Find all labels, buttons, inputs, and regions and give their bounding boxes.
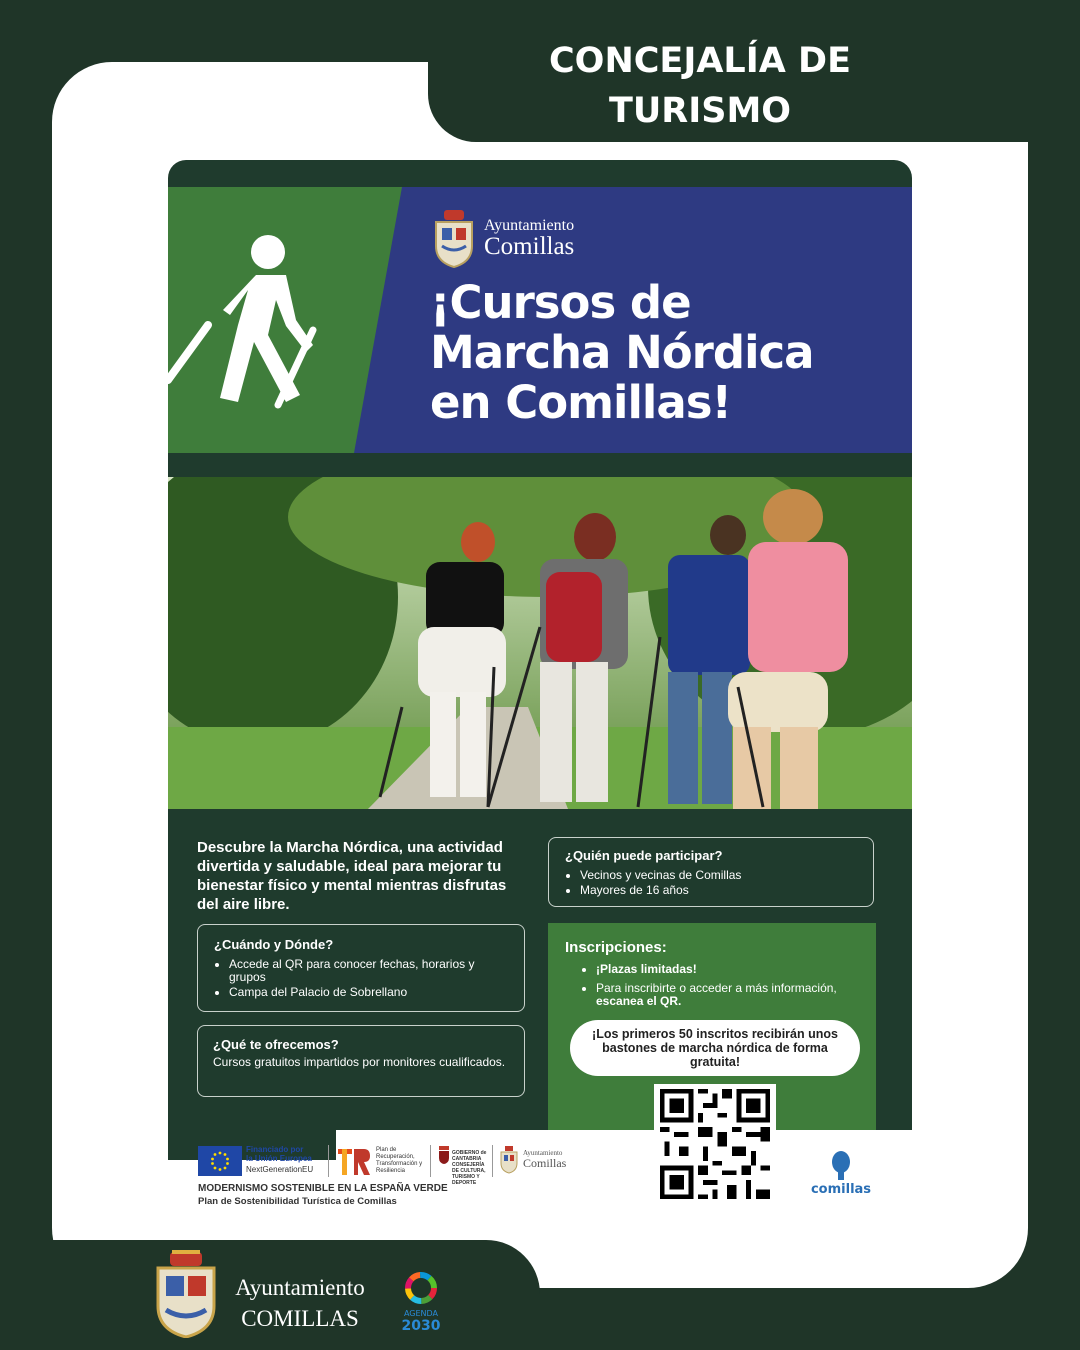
footer-plan-title: MODERNISMO SOSTENIBLE EN LA ESPAÑA VERDE [198,1183,448,1194]
footer-divider [492,1145,493,1177]
agenda-year: 2030 [401,1318,441,1334]
eu-funding-text [246,1145,326,1174]
department-title-line1: CONCEJALÍA DE [549,41,851,81]
eu-line2: la Unión Europea [246,1154,312,1163]
cantabria-government-text [452,1150,492,1186]
who-item: • Mayores de 16 años [580,884,873,897]
agenda-label: AGENDA [403,1309,439,1318]
agenda-2030-logo [396,1270,446,1334]
offer-text: Cursos gratuitos impartidos por monitores cualificados. [213,1055,506,1069]
comillas-crest-small-icon [499,1146,519,1174]
who-box [548,837,874,907]
recovery-plan-logo-icon [336,1145,372,1177]
cantabria-government-sub: CONSEJERÍA DE CULTURA, TURISMO Y DEPORTE [452,1162,486,1186]
footer-ayto-a: Ayuntamiento [523,1149,563,1157]
nordic-walker-icon [168,230,328,420]
comillas-crest-large-icon [152,1250,220,1338]
ayuntamiento-line2: COMILLAS [241,1306,359,1331]
plazas-limitadas: ¡Plazas limitadas! [596,962,697,976]
poster-org-line2: Comillas [484,233,575,260]
poster-org-line1: Ayuntamiento [484,217,575,234]
footer-plan-subtitle: Plan de Sostenibilidad Turística de Comillas [198,1196,397,1207]
poster-title [430,278,900,428]
who-item: • Vecinos y vecinas de Comillas [580,869,873,882]
when-where-box [197,924,525,1012]
comillas-crest-icon [432,210,476,268]
registration-qr-code[interactable] [654,1084,776,1204]
footer-ayto-b: Comillas [523,1156,567,1170]
inscripciones-item [596,963,876,976]
poster-title-line3: en Comillas! [430,376,732,429]
footer-divider [328,1145,329,1177]
comillas-brand-text: comillas [810,1182,872,1197]
when-where-item: • Accede al QR para conocer fechas, horarios y grupos [229,958,510,984]
who-list [565,869,873,897]
when-where-title: ¿Cuándo y Dónde? [214,937,334,952]
inscripciones-list [581,963,876,1014]
recovery-plan-text: Plan de Recuperación, Transformación y Resiliencia [376,1147,423,1174]
footer-divider [430,1145,431,1177]
inscripciones-item2-text: Para inscribirte o acceder a más información, [596,981,837,995]
ayuntamiento-line1: Ayuntamiento [235,1275,365,1300]
poster-title-line1: ¡Cursos de [430,276,691,329]
comillas-brand-logo [806,1148,876,1200]
inscripciones-item [596,982,876,1008]
poster [168,160,912,1160]
footer-ayto-name [523,1150,566,1169]
inscripciones-title: Inscripciones: [565,939,667,956]
department-title-line2: TURISMO [608,91,792,131]
inscripciones-item2-bold: escanea el QR. [596,994,682,1008]
ayuntamiento-name [222,1272,378,1334]
department-title [500,36,900,136]
when-where-item: • Campa del Palacio de Sobrellano [229,986,510,999]
poster-org-name [484,218,574,259]
cantabria-government-name: GOBIERNO de CANTABRIA [452,1150,487,1162]
walkers-photo [168,477,912,809]
when-where-list [214,958,510,999]
offer-box [197,1025,525,1097]
eu-line3: NextGenerationEU [246,1165,314,1174]
intro-text: Descubre la Marcha Nórdica, una actividad divertida y saludable, ideal para mejorar tu bienestar físico y mental mientras disfrutas del aire libre. [197,839,507,913]
poster-title-line2: Marcha Nórdica [430,326,814,379]
who-title: ¿Quién puede participar? [565,848,723,863]
offer-title: ¿Qué te ofrecemos? [213,1037,339,1052]
free-poles-notice: ¡Los primeros 50 inscritos recibirán unos bastones de marcha nórdica de forma gratuita! [570,1020,860,1076]
eu-flag-icon [198,1146,242,1176]
eu-line1: Financiado por [246,1145,304,1154]
cantabria-crest-icon [438,1146,450,1164]
